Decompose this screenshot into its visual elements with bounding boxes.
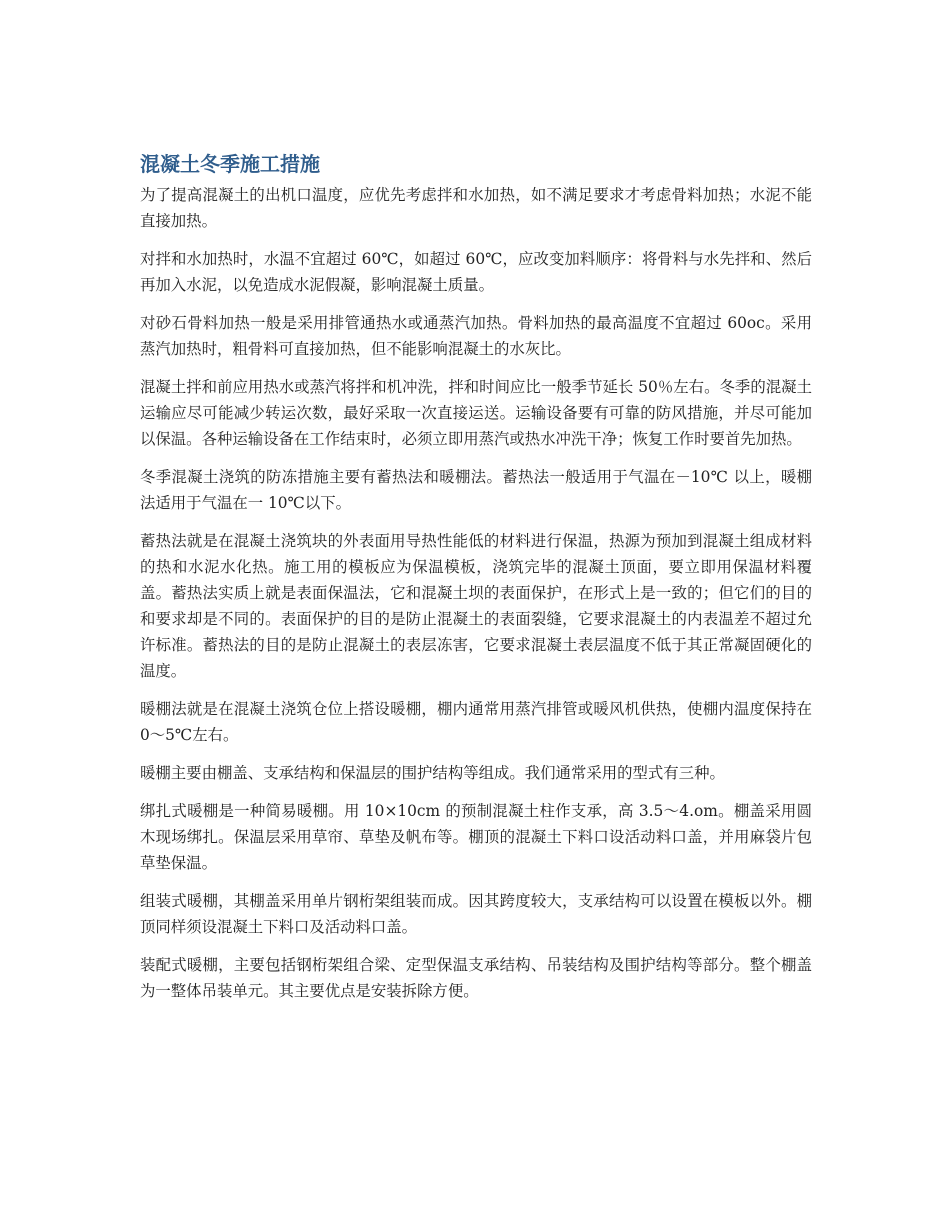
paragraph-water-temperature: 对拌和水加热时，水温不宜超过 60℃，如超过 60℃，应改变加料顺序：将骨料与水先拌和、然后再加入水泥，以免造成水泥假凝，影响混凝土质量。 [140, 250, 812, 294]
paragraph-aggregate-heating: 对砂石骨料加热一般是采用排管通热水或通蒸汽加热。骨料加热的最高温度不宜超过 60oc。采用蒸汽加热时，粗骨料可直接加热，但不能影响混凝土的水灰比。 [140, 314, 812, 358]
paragraph-greenhouse-method: 暖棚法就是在混凝土浇筑仓位上搭设暖棚，棚内通常用蒸汽排管或暖风机供热，使棚内温度保持在 0～5℃左右。 [140, 700, 812, 744]
paragraph-prefab-greenhouse: 装配式暖棚，主要包括钢桁架组合梁、定型保温支承结构、吊装结构及围护结构等部分。整个棚盖为一整体吊装单元。其主要优点是安装拆除方便。 [140, 956, 812, 1000]
paragraph-greenhouse-structure: 暖棚主要由棚盖、支承结构和保温层的围护结构等组成。我们通常采用的型式有三种。 [140, 764, 725, 782]
paragraph-mixing-transport: 混凝土拌和前应用热水或蒸汽将拌和机冲洗，拌和时间应比一般季节延长 50％左右。冬季的混凝土运输应尽可能减少转运次数，最好采取一次直接运送。运输设备要有可靠的防风措施，并尽可能加以保温。各种运输设备在工作结束时，必须立即用蒸汽或热水冲洗干净；恢复工作时要首先加热。 [140, 378, 812, 448]
paragraph-heat-storage-method: 蓄热法就是在混凝土浇筑块的外表面用导热性能低的材料进行保温，热源为预加到混凝土组成材料的热和水泥水化热。施工用的模板应为保温模板，浇筑完毕的混凝土顶面，要立即用保温材料覆盖。蓄热法实质上就是表面保温法，它和混凝土坝的表面保护，在形式上是一致的；但它们的目的和要求却是不同的。表面保护的目的是防止混凝土的表面裂缝，它要求混凝土的内表温差不超过允许标准。蓄热法的目的是防止混凝土的表层冻害，它要求混凝土表层温度不低于其正常凝固硬化的温度。 [140, 532, 812, 680]
paragraph-hot-water-priority: 为了提高混凝土的出机口温度，应优先考虑拌和水加热，如不满足要求才考虑骨料加热；水泥不能直接加热。 [140, 186, 812, 230]
document-page [140, 148, 812, 1016]
paragraph-tied-greenhouse: 绑扎式暖棚是一种简易暖棚。用 10×10cm 的预制混凝土柱作支承，高 3.5～4.om。棚盖采用圆木现场绑扎。保温层采用草帘、草垫及帆布等。棚顶的混凝土下料口设活动料口盖，并用麻袋片包草垫保温。 [140, 802, 812, 872]
document-title: 混凝土冬季施工措施 [140, 152, 320, 176]
paragraph-assembled-greenhouse: 组装式暖棚，其棚盖采用单片钢桁架组装而成。因其跨度较大，支承结构可以设置在模板以外。棚顶同样须设混凝土下料口及活动料口盖。 [140, 892, 812, 936]
paragraph-antifreeze-methods: 冬季混凝土浇筑的防冻措施主要有蓄热法和暖棚法。蓄热法一般适用于气温在－10℃ 以上，暖棚法适用于气温在一 10℃以下。 [140, 468, 812, 512]
